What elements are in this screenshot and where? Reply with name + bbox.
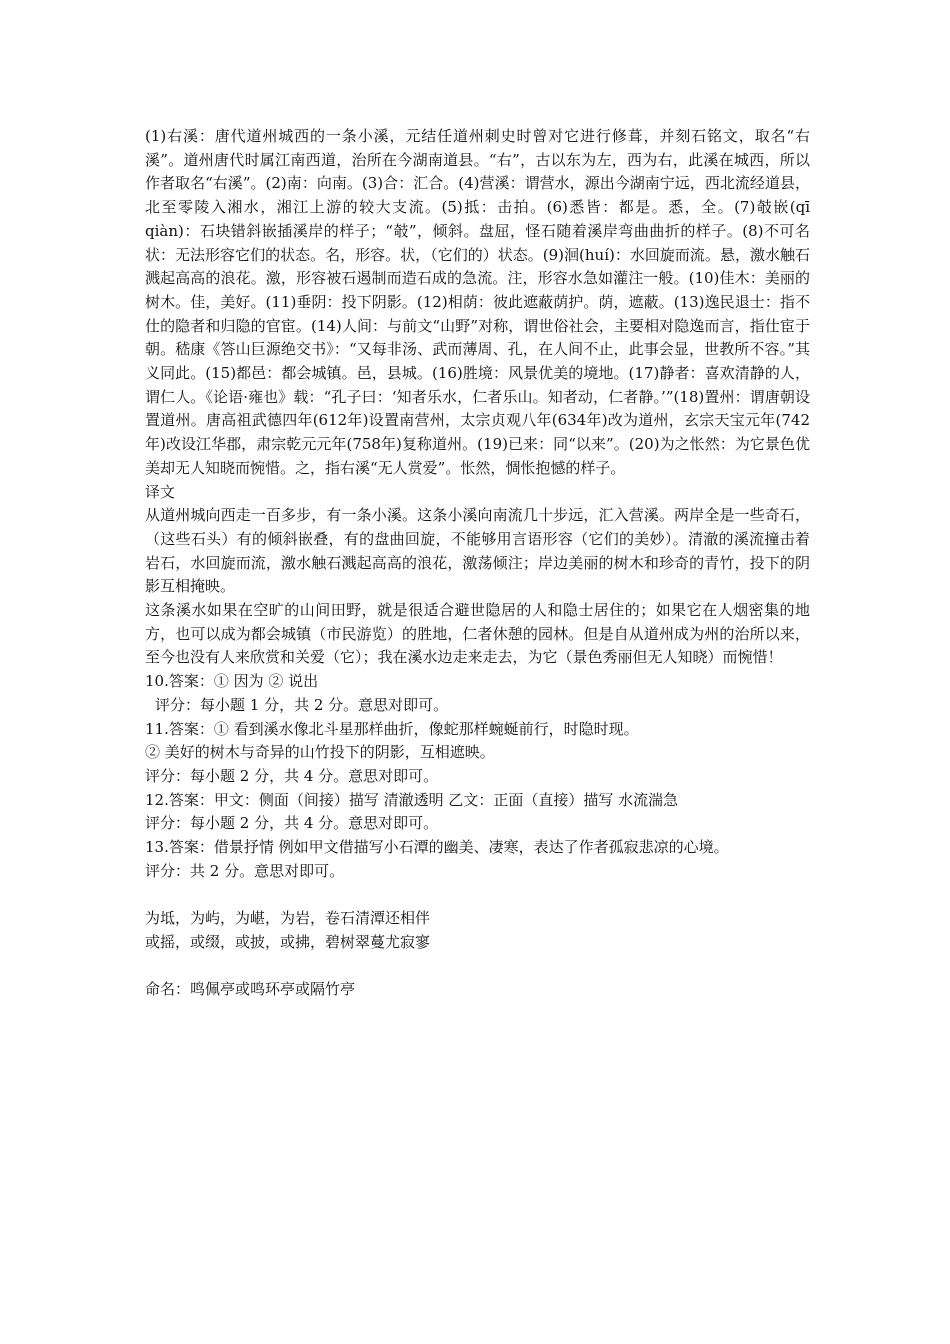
translation-heading: 译文	[145, 482, 176, 501]
couplet-line-1: 为坻，为屿，为嵁，为岩，卷石清潭还相伴	[145, 909, 431, 928]
translation-paragraph-1: 从道州城向西走一百多步，有一条小溪。这条小溪向南流几十步远，汇入营溪。两岸全是一些奇石，（这些石头）有的倾斜嵌叠，有的盘曲回旋，不能够用言语形容（它们的美妙）。清澈的溪流撞击着岩石，水回旋而流，激水触石溅起高高的浪花，激荡倾注；岸边美丽的树木和珍奇的青竹，投下的阴影互相掩映。	[145, 506, 810, 596]
answer-q12: 12.答案：甲文：侧面（间接）描写 清澈透明 乙文：正面（直接）描写 水流湍急	[145, 790, 679, 809]
answer-q10: 10.答案：① 因为 ② 说出	[145, 672, 319, 691]
answer-q11: 11.答案：① 看到溪水像北斗星那样曲折，像蛇那样蜿蜒前行，时隐时现。	[145, 719, 639, 738]
score-q13: 评分：共 2 分。意思对即可。	[145, 861, 345, 880]
answer-q11-part2: ② 美好的树木与奇异的山竹投下的阴影，互相遮映。	[145, 743, 495, 762]
couplet-line-2: 或摇，或缀，或披，或拂，碧树翠蔓尤寂寥	[145, 932, 431, 951]
translation-paragraph-2: 这条溪水如果在空旷的山间田野，就是很适合避世隐居的人和隐士居住的；如果它在人烟密集的地方，也可以成为都会城镇（市民游览）的胜地，仁者休憩的园林。但是自从道州成为州的治所以来，至今也没有人来欣赏和关爱（它）；我在溪水边走来走去，为它（景色秀丽但无人知晓）而惋惜！	[145, 601, 810, 667]
spacer	[145, 884, 810, 908]
spacer	[145, 955, 810, 979]
annotation-notes: (1)右溪：唐代道州城西的一条小溪，元结任道州刺史时曾对它进行修葺，并刻石铭文，取名“右溪”。道州唐代时属江南西道，治所在今湖南道县。“右”，古以东为左，西为右，此溪在城西，所以作者取名“右溪”。(2)南：向南。(3)合：汇合。(4)营溪：谓营水，源出今湖南宁远，西北流经道县，北至零陵入湘水，湘江上游的较大支流。(5)抵：击拍。(6)悉皆：都是。悉，全。(7)攲嵌(qī qiàn)：石块错斜嵌插溪岸的样子；“攲”，倾斜。盘屈，怪石随着溪岸弯曲曲折的样子。(8)不可名状：无法形容它们的状态。名，形容。状，（它们的）状态。(9)洄(huí)：水回旋而流。悬，激水触石溅起高高的浪花。激，形容被石遏制而造石成的急流。注，形容水急如灌注一般。(10)佳木：美丽的树木。佳，美好。(11)垂阴：投下阴影。(12)相荫：彼此遮蔽荫护。荫，遮蔽。(13)逸民退士：指不仕的隐者和归隐的官宦。(14)人间：与前文“山野”对称，谓世俗社会，主要相对隐逸而言，指仕宦于朝。嵇康《答山巨源绝交书》：“又每非汤、武而薄周、孔，在人间不止，此事会显，世教所不容。”其义同此。(15)都邑：都会城镇。邑，县城。(16)胜境：风景优美的境地。(17)静者：喜欢清静的人，谓仁人。《论语·雍也》载：“孔子曰：‘知者乐水，仁者乐山。知者动，仁者静。’”(18)置州：谓唐朝设置道州。唐高祖武德四年(612年)设置南营州，太宗贞观八年(634年)改为道州，玄宗天宝元年(742年)改设江华郡，肃宗乾元元年(758年)复称道州。(19)已来：同“以来”。(20)为之怅然：为它景色优美却无人知晓而惋惜。之，指右溪“无人赏爱”。怅然，惆怅抱憾的样子。	[145, 127, 810, 477]
score-q10: 评分：每小题 1 分，共 2 分。意思对即可。	[155, 695, 449, 714]
score-q12: 评分：每小题 2 分，共 4 分。意思对即可。	[145, 814, 439, 833]
pavilion-naming: 命名：鸣佩亭或鸣环亭或隔竹亭	[145, 980, 356, 999]
document-page	[145, 125, 810, 1002]
answer-q13: 13.答案：借景抒情 例如甲文借描写小石潭的幽美、凄寒，表达了作者孤寂悲凉的心境。	[145, 838, 729, 857]
score-q11: 评分：每小题 2 分，共 4 分。意思对即可。	[145, 766, 439, 785]
